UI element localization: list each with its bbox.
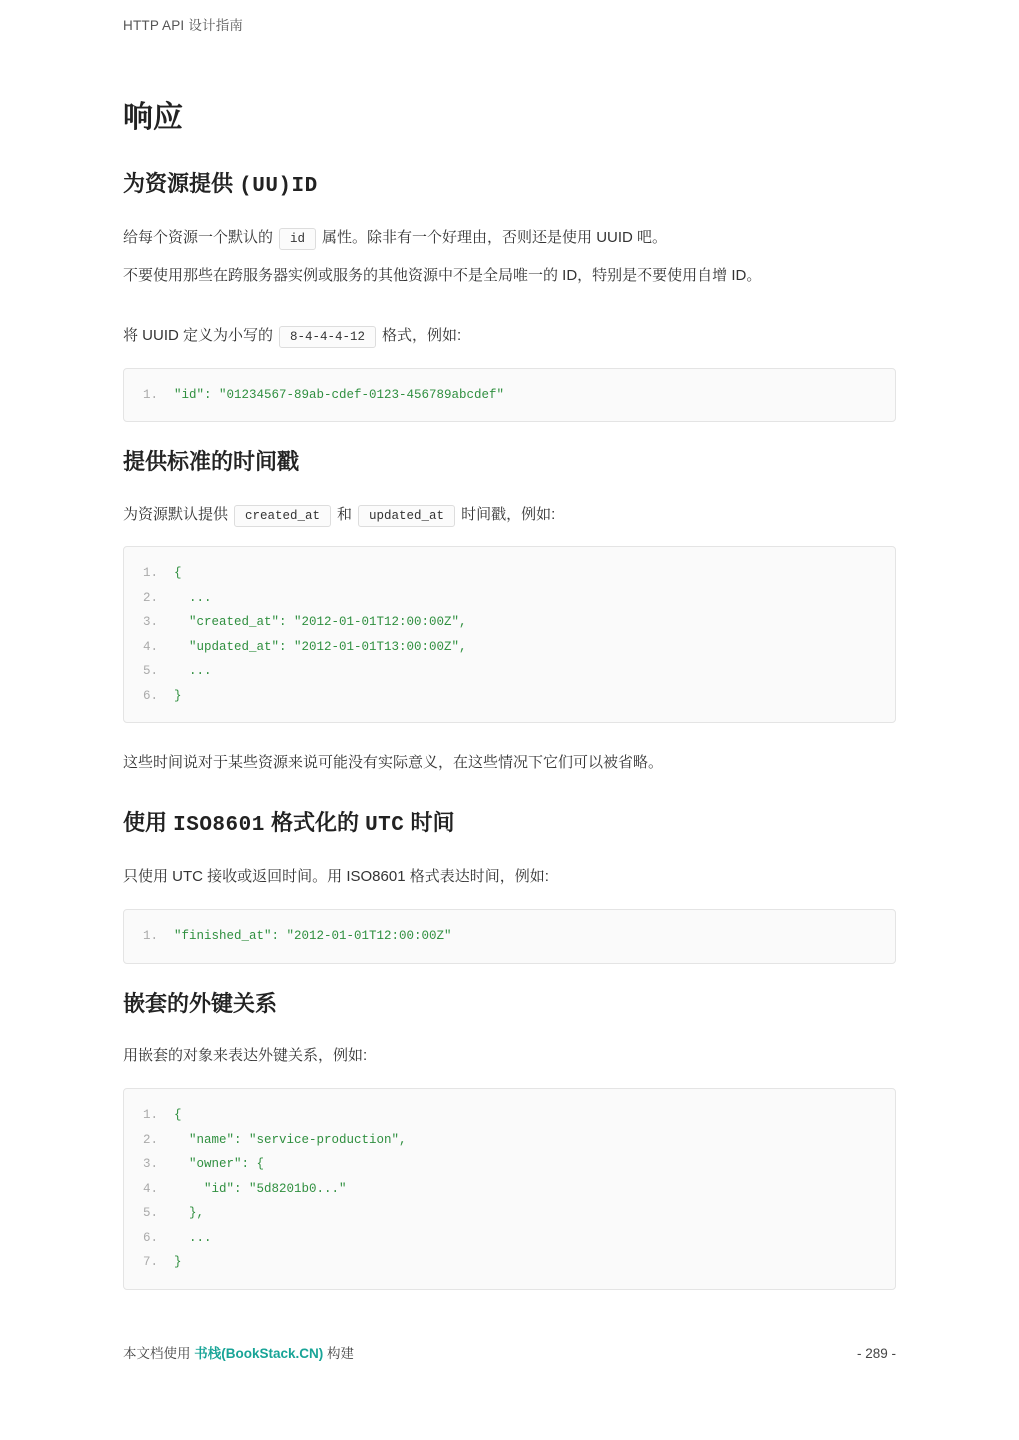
paragraph-iso8601: 只使用 UTC 接收或返回时间。用 ISO8601 格式表达时间，例如: bbox=[123, 868, 549, 886]
code-line-text: { bbox=[174, 1108, 182, 1123]
spacer bbox=[123, 308, 896, 322]
code-line-number: 3. bbox=[142, 615, 158, 630]
code-line bbox=[124, 1152, 895, 1177]
code-line-text: ... bbox=[174, 590, 212, 605]
code-line bbox=[124, 1103, 895, 1128]
bookstack-link[interactable]: 书栈(BookStack.CN) bbox=[194, 1346, 324, 1361]
code-line bbox=[124, 586, 895, 611]
code-block-uuid bbox=[123, 368, 896, 423]
footer-credit-prefix: 本文档使用 bbox=[123, 1346, 195, 1361]
code-line-number: 1. bbox=[142, 566, 158, 581]
paragraph-nested: 用嵌套的对象来表达外键关系，例如: bbox=[123, 1047, 368, 1065]
code-line-number: 1. bbox=[142, 387, 158, 402]
code-line bbox=[124, 1250, 895, 1275]
code-line-text: "id": "01234567-89ab-cdef-0123-456789abcdef" bbox=[174, 387, 505, 402]
code-block-iso8601 bbox=[123, 909, 896, 964]
spacer bbox=[123, 795, 896, 809]
code-line-number: 7. bbox=[142, 1255, 158, 1270]
section-heading-uuid-mono: (UU)ID bbox=[239, 175, 318, 198]
code-line-number: 1. bbox=[142, 929, 158, 944]
code-line-number: 4. bbox=[142, 1181, 158, 1196]
section-heading-nested: 嵌套的外键关系 bbox=[123, 990, 278, 1016]
code-line-text: "created_at": "2012-01-01T12:00:00Z", bbox=[174, 615, 467, 630]
paragraph-timestamps-a: 为资源默认提供 bbox=[123, 505, 229, 523]
code-line-text: "finished_at": "2012-01-01T12:00:00Z" bbox=[174, 929, 452, 944]
page-title: 响应 bbox=[123, 101, 183, 134]
footer-credit bbox=[123, 1342, 354, 1362]
inline-code-uuid-format: 8-4-4-4-12 bbox=[279, 326, 376, 348]
code-line bbox=[124, 1128, 895, 1153]
code-line-text: "owner": { bbox=[174, 1157, 265, 1172]
paragraph-uuid-format-b: 格式，例如: bbox=[382, 326, 462, 344]
code-line-text: } bbox=[174, 688, 182, 703]
code-line-number: 2. bbox=[142, 1132, 158, 1147]
section-heading-iso8601-mono2: UTC bbox=[365, 814, 405, 838]
code-line bbox=[124, 1201, 895, 1226]
code-line-number: 1. bbox=[142, 1108, 158, 1123]
page-footer bbox=[123, 1342, 896, 1362]
section-heading-iso8601 bbox=[123, 809, 896, 839]
paragraph-uuid-global: 不要使用那些在跨服务器实例或服务的其他资源中不是全局唯一的 ID，特别是不要使用自增 ID。 bbox=[123, 267, 762, 285]
section-heading-iso8601-c: 时间 bbox=[404, 810, 455, 836]
code-line bbox=[124, 1226, 895, 1251]
code-line-number: 6. bbox=[142, 688, 158, 703]
code-line bbox=[124, 561, 895, 586]
code-line bbox=[124, 383, 895, 408]
code-block-nested bbox=[123, 1088, 896, 1290]
section-heading-uuid bbox=[123, 170, 896, 200]
footer-credit-suffix: 构建 bbox=[323, 1346, 355, 1361]
code-line-text: } bbox=[174, 1255, 182, 1270]
code-line bbox=[124, 635, 895, 660]
paragraph-uuid-format-a: 将 UUID 定义为小写的 bbox=[123, 326, 274, 344]
code-line-text: { bbox=[174, 566, 182, 581]
section-heading-iso8601-a: 使用 bbox=[123, 810, 174, 836]
code-line-text: "updated_at": "2012-01-01T13:00:00Z", bbox=[174, 639, 467, 654]
code-line-number: 2. bbox=[142, 590, 158, 605]
code-line-text: "id": "5d8201b0..." bbox=[174, 1181, 347, 1196]
code-line-text: "name": "service-production", bbox=[174, 1132, 407, 1147]
code-line bbox=[124, 684, 895, 709]
paragraph-uuid-format bbox=[123, 322, 896, 350]
code-line-number: 6. bbox=[142, 1230, 158, 1245]
inline-code-updated-at: updated_at bbox=[358, 505, 455, 527]
code-line-number: 4. bbox=[142, 639, 158, 654]
section-heading-timestamps: 提供标准的时间戳 bbox=[123, 449, 300, 475]
code-line-text: }, bbox=[174, 1206, 205, 1221]
running-header: HTTP API 设计指南 bbox=[123, 18, 244, 33]
code-block-timestamps bbox=[123, 546, 896, 723]
inline-code-id: id bbox=[279, 228, 316, 250]
paragraph-timestamps-mid: 和 bbox=[337, 505, 353, 523]
code-line-number: 5. bbox=[142, 1206, 158, 1221]
code-line-text: ... bbox=[174, 1230, 212, 1245]
page-number: - 289 - bbox=[856, 1346, 896, 1361]
section-heading-uuid-prefix: 为资源提供 bbox=[123, 171, 240, 196]
code-line bbox=[124, 924, 895, 949]
code-line bbox=[124, 1177, 895, 1202]
code-line bbox=[124, 610, 895, 635]
code-line-text: ... bbox=[174, 664, 212, 679]
paragraph-timestamps bbox=[123, 501, 896, 529]
paragraph-timestamps-b: 时间戳，例如: bbox=[461, 505, 556, 523]
paragraph-uuid-default-a: 给每个资源一个默认的 bbox=[123, 229, 274, 247]
inline-code-created-at: created_at bbox=[234, 505, 331, 527]
code-line-number: 5. bbox=[142, 664, 158, 679]
paragraph-uuid-default-b: 属性。除非有一个好理由，否则还是使用 UUID 吧。 bbox=[322, 229, 668, 247]
paragraph-uuid-default bbox=[123, 224, 896, 252]
paragraph-timestamps-note: 这些时间说对于某些资源来说可能没有实际意义，在这些情况下它们可以被省略。 bbox=[123, 754, 664, 772]
code-line-number: 3. bbox=[142, 1157, 158, 1172]
section-heading-iso8601-b: 格式化的 bbox=[264, 810, 366, 836]
section-heading-iso8601-mono1: ISO8601 bbox=[173, 814, 265, 838]
code-line bbox=[124, 659, 895, 684]
